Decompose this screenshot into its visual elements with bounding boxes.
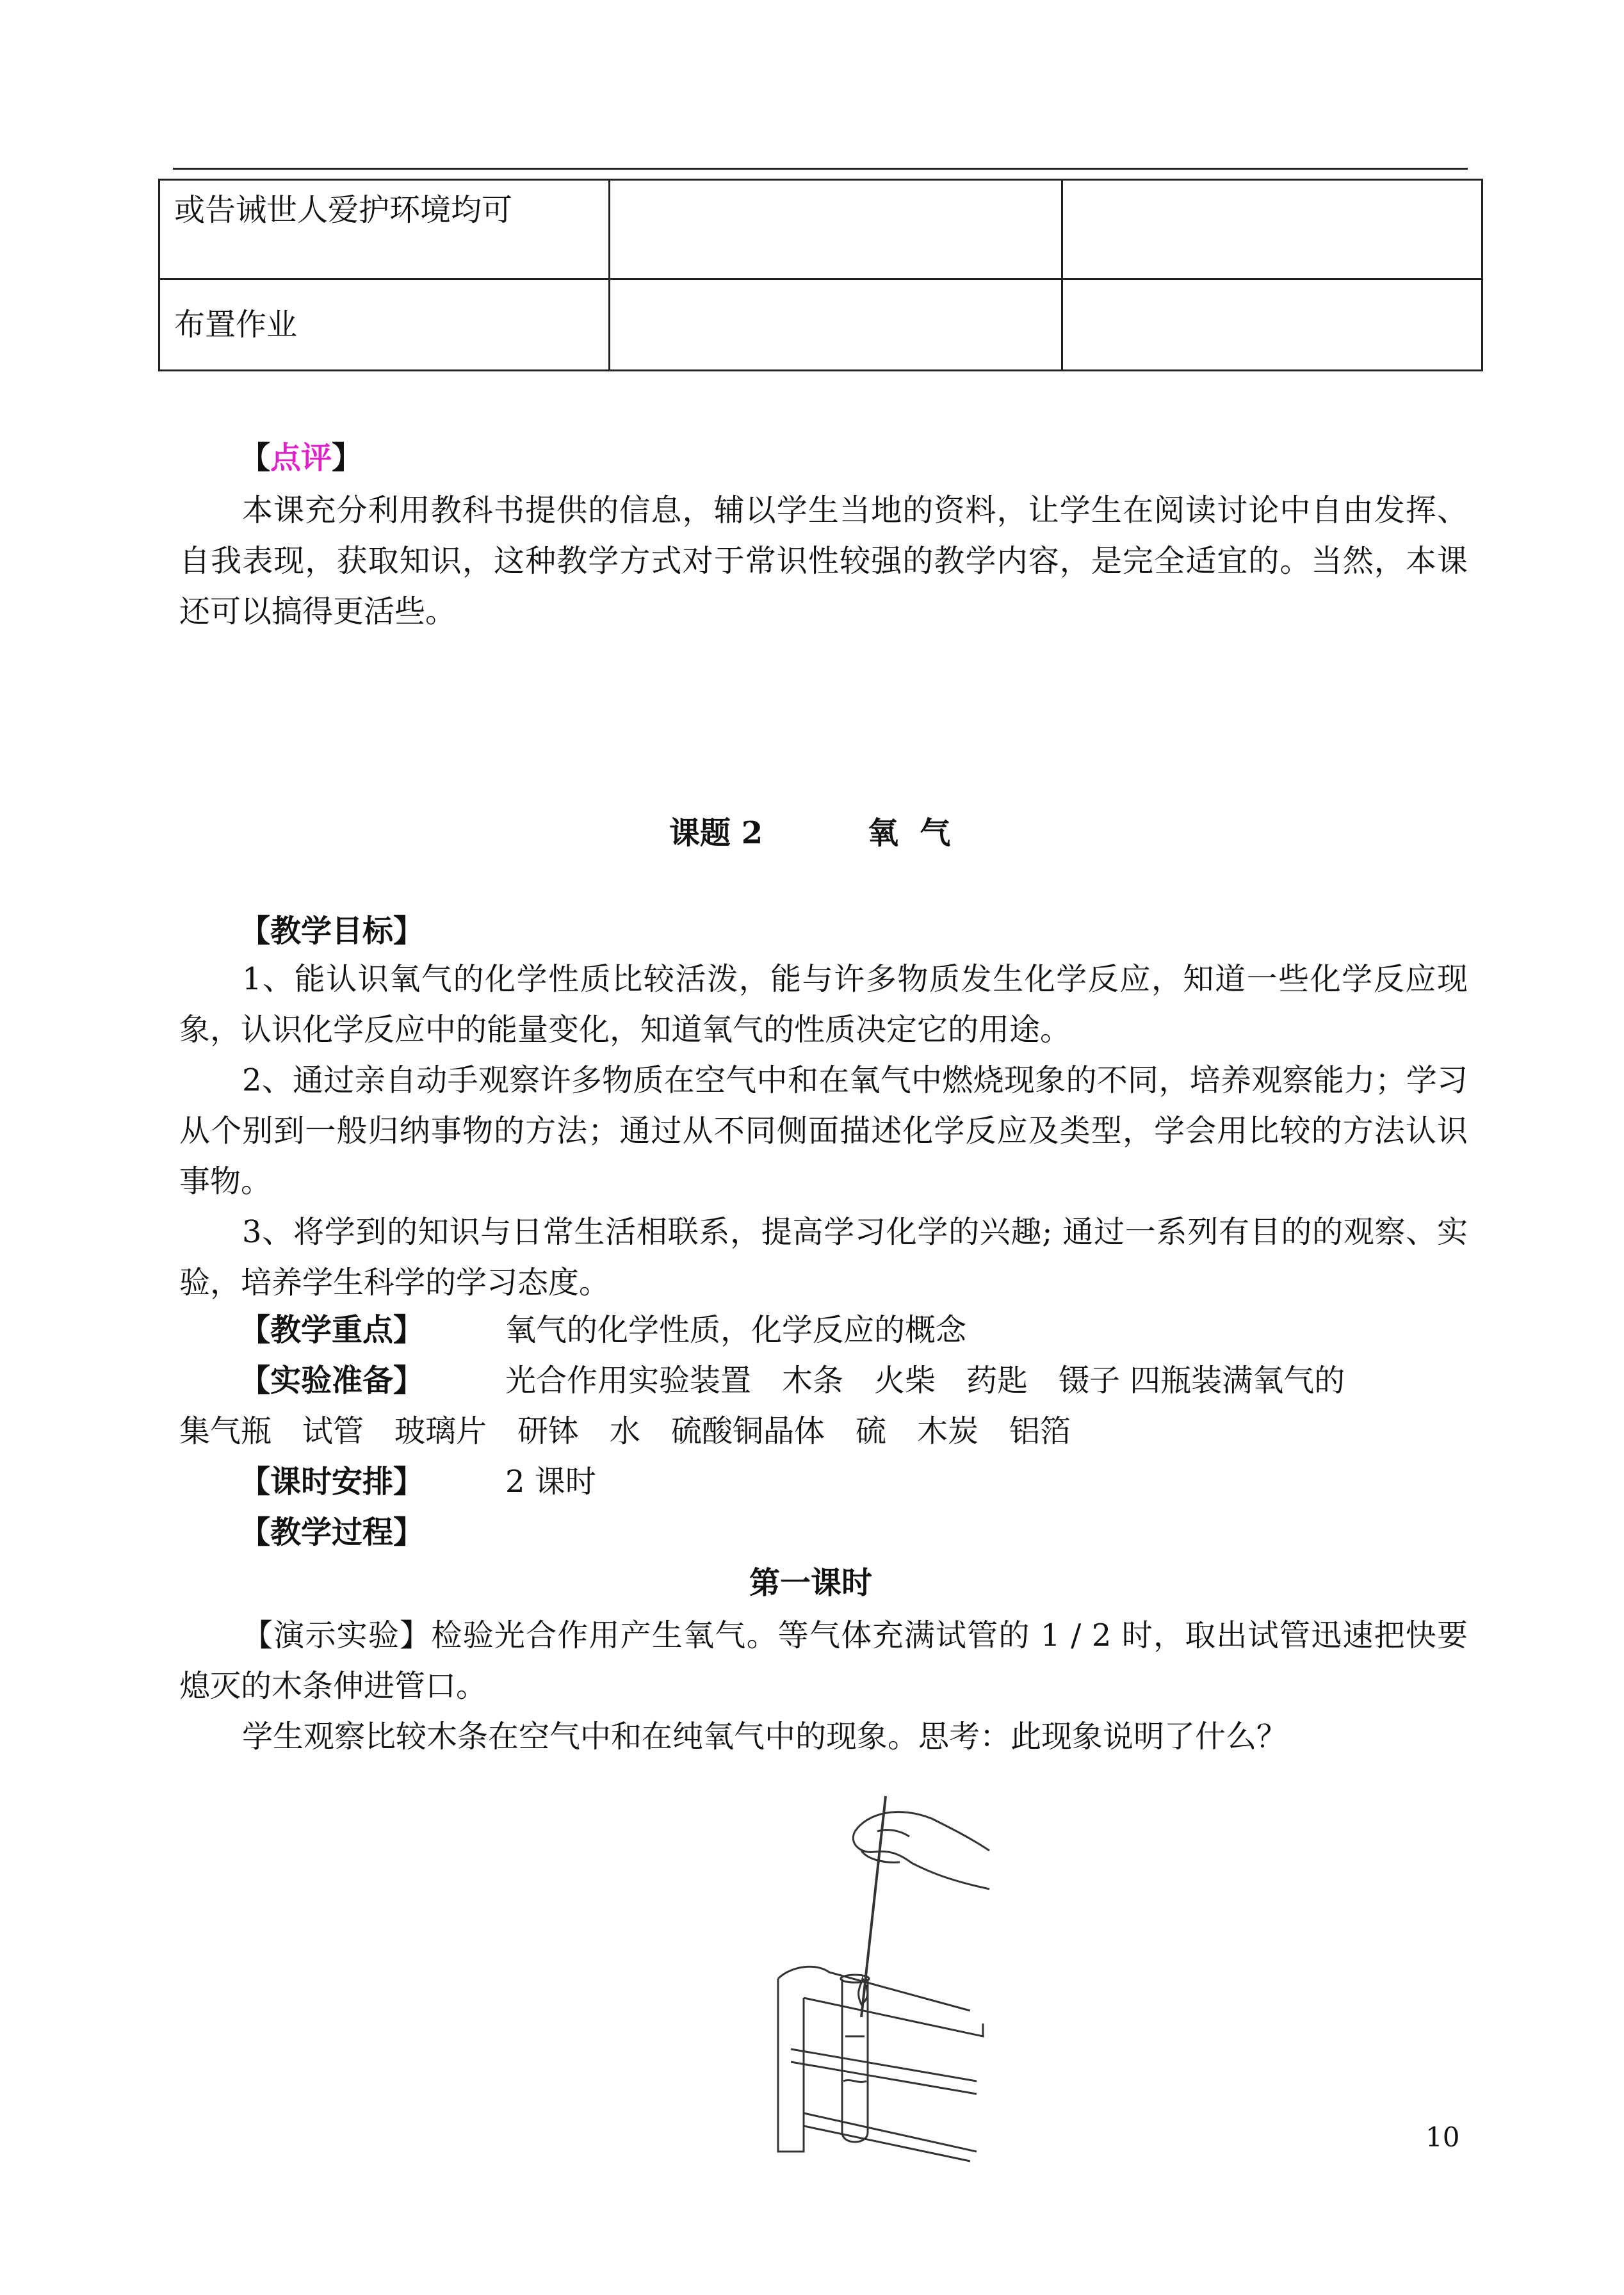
key-text: 氧气的化学性质，化学反应的概念 [505,1312,967,1348]
prep-line-1: 光合作用实验装置 木条 火柴 药匙 镊子 四瓶装满氧气的 [505,1363,1345,1399]
lesson-number: 课题 2 [669,815,763,851]
prep-heading: 【实验准备】 [240,1363,425,1399]
table-cell [610,180,1062,279]
table-cell [1062,180,1482,279]
table-cell [1062,279,1482,371]
table-row [159,279,1482,371]
experiment-illustration [765,1793,996,2164]
header-rule [173,168,1468,170]
goal-item: 1、能认识氧气的化学性质比较活泼，能与许多物质发生化学反应，知道一些化学反应现象，认识化学反应中的能量变化，知道氧气的性质决定它的用途。 [179,961,1468,1048]
carryover-table [158,179,1483,371]
demo-paragraph: 【演示实验】检验光合作用产生氧气。等气体充满试管的 1 / 2 时，取出试管迅速把快要熄灭的木条伸进管口。 [179,1618,1468,1704]
period-title: 第一课时 [749,1565,873,1601]
time-text: 2 课时 [505,1464,596,1500]
prep-line-2: 集气瓶 试管 玻璃片 研钵 水 硫酸铜晶体 硫 木炭 铝箔 [179,1413,1071,1449]
lesson-title: 氧 气 [868,815,951,851]
table-cell: 布置作业 [159,279,610,371]
table-row [159,180,1482,279]
review-body: 本课充分利用教科书提供的信息，辅以学生当地的资料，让学生在阅读讨论中自由发挥、自我表现，获取知识，这种教学方式对于常识性较强的教学内容，是完全适宜的。当然，本课还可以搞得更活些。 [179,492,1468,629]
page-number: 10 [1425,2121,1460,2153]
goals-heading: 【教学目标】 [240,913,425,949]
time-heading: 【课时安排】 [240,1464,425,1500]
review-bracket-left: 【 [240,440,271,476]
review-bracket-right: 】 [332,440,363,476]
observe-paragraph: 学生观察比较木条在空气中和在纯氧气中的现象。思考：此现象说明了什么？ [242,1719,1288,1755]
goal-item: 2、通过亲自动手观察许多物质在空气中和在氧气中燃烧现象的不同，培养观察能力；学习从个别到一般归纳事物的方法；通过从不同侧面描述化学反应及类型，学会用比较的方法认识事物。 [179,1062,1468,1199]
review-heading [240,437,362,478]
table-cell [610,279,1062,371]
key-heading: 【教学重点】 [240,1312,425,1348]
review-heading-text: 点评 [270,440,332,476]
process-heading: 【教学过程】 [240,1514,425,1550]
goal-item: 3、将学到的知识与日常生活相联系，提高学习化学的兴趣; 通过一系列有目的的观察、实验，培养学生科学的学习态度。 [179,1214,1468,1301]
table-cell: 或告诫世人爱护环境均可 [159,180,610,279]
